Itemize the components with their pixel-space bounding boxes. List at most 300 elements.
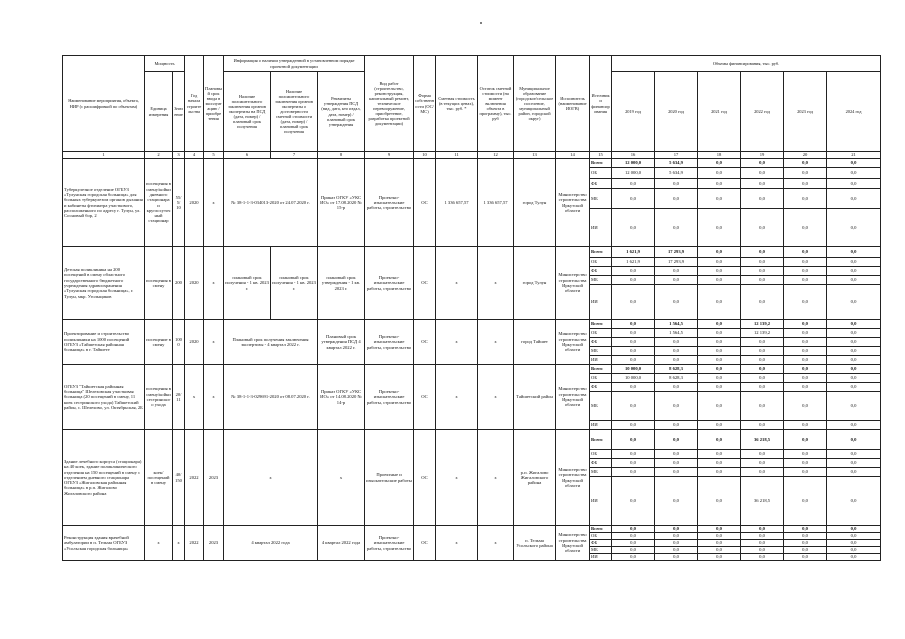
funding-source: ИИ bbox=[590, 356, 612, 365]
header-year-start: Год начала строительства bbox=[185, 56, 204, 152]
capacity-value: 55/ 5/ 10 bbox=[173, 159, 185, 247]
col-number: 13 bbox=[514, 152, 556, 159]
funding-2022: 36 218,5 bbox=[741, 477, 784, 526]
header-approval-details: Реквизиты утверждения ПСД (вид, дата, кто издал, дата, номер) / плановый срок утверждения bbox=[318, 72, 365, 152]
funding-2020: 0,0 bbox=[655, 459, 698, 468]
funding-2024: 0,0 bbox=[827, 533, 881, 540]
funding-2022: 0,0 bbox=[741, 347, 784, 356]
funding-2019: 0,0 bbox=[612, 477, 655, 526]
funding-2019: 0,0 bbox=[612, 547, 655, 554]
work-type: Проектно-изыскательские работы, строительство bbox=[365, 247, 414, 320]
funding-source: МБ bbox=[590, 189, 612, 209]
funding-source: Всего bbox=[590, 320, 612, 329]
work-type: Проектные и изыскательские работы bbox=[365, 430, 414, 526]
funding-2021: 0,0 bbox=[698, 374, 741, 383]
funding-2021: 0,0 bbox=[698, 189, 741, 209]
col-number: 17 bbox=[655, 152, 698, 159]
funding-2024: 0,0 bbox=[827, 526, 881, 533]
funding-2022: 0,0 bbox=[741, 179, 784, 189]
funding-2019: 0,0 bbox=[612, 338, 655, 347]
funding-source: ОБ bbox=[590, 258, 612, 267]
funding-2021: 0,0 bbox=[698, 338, 741, 347]
funding-2019: 0,0 bbox=[612, 421, 655, 430]
municipality: Тайшетский район bbox=[514, 365, 556, 430]
table-row bbox=[63, 159, 881, 168]
estimated-cost: x bbox=[436, 526, 478, 561]
funding-2022: 0,0 bbox=[741, 450, 784, 459]
funding-source: ОБ bbox=[590, 374, 612, 383]
funding-source: Всего bbox=[590, 159, 612, 168]
planned-year: 2023 bbox=[204, 526, 224, 561]
funding-source: ФБ bbox=[590, 338, 612, 347]
funding-2022: 12 139,2 bbox=[741, 320, 784, 329]
approval-details: x bbox=[318, 430, 365, 526]
funding-2020: 0,0 bbox=[655, 526, 698, 533]
funding-2024: 0,0 bbox=[827, 365, 881, 374]
funding-2023: 0,0 bbox=[784, 267, 827, 276]
object-name: Туберкулезное отделение ОГБУЗ «Тулунская городская больница» для больных туберкулезом органов дыхания и кабинеты фтизиатра участкового, расположенного по адресу г. Тулун, ул. Сосновый бор, 2 bbox=[63, 159, 145, 247]
capacity-unit: x bbox=[145, 526, 173, 561]
funding-2021: 0,0 bbox=[698, 365, 741, 374]
col-number: 11 bbox=[436, 152, 478, 159]
funding-2019: 0,0 bbox=[612, 383, 655, 392]
funding-2020: 0,0 bbox=[655, 338, 698, 347]
expertise-conclusion: плановый срок получения - 1 кв. 2023 г. bbox=[224, 247, 271, 320]
funding-2023: 0,0 bbox=[784, 159, 827, 168]
municipality: город Тулун bbox=[514, 247, 556, 320]
work-type: Проектно-изыскательские работы, строительство bbox=[365, 159, 414, 247]
funding-2020: 0,0 bbox=[655, 533, 698, 540]
header-year-2023: 2023 год bbox=[784, 72, 827, 152]
ownership: ОС bbox=[414, 320, 436, 365]
funding-2021: 0,0 bbox=[698, 526, 741, 533]
funding-2022: 12 139,2 bbox=[741, 329, 784, 338]
funding-2023: 0,0 bbox=[784, 189, 827, 209]
funding-2022: 0,0 bbox=[741, 285, 784, 320]
ownership: ОС bbox=[414, 159, 436, 247]
remaining-cost: x bbox=[478, 320, 514, 365]
col-number: 1 bbox=[63, 152, 145, 159]
funding-source: ИИ bbox=[590, 209, 612, 247]
funding-2024: 0,0 bbox=[827, 374, 881, 383]
funding-source: МБ bbox=[590, 347, 612, 356]
header-ownership: Форма собственности (ОС/МС) bbox=[414, 56, 436, 152]
funding-2021: 0,0 bbox=[698, 383, 741, 392]
funding-2021: 0,0 bbox=[698, 209, 741, 247]
funding-2023: 0,0 bbox=[784, 383, 827, 392]
funding-2022: 0,0 bbox=[741, 338, 784, 347]
year-start: 2020 bbox=[185, 320, 204, 365]
funding-2019: 0,0 bbox=[612, 540, 655, 547]
funding-2023: 0,0 bbox=[784, 392, 827, 421]
approval-details: плановый срок утверждения - 1 кв. 2023 г. bbox=[318, 247, 365, 320]
work-type: Проектно-изыскательские работы, строительство bbox=[365, 526, 414, 561]
col-number: 4 bbox=[185, 152, 204, 159]
remaining-cost: x bbox=[478, 365, 514, 430]
remaining-cost: 1 336 657,57 bbox=[478, 159, 514, 247]
funding-2019: 0,0 bbox=[612, 468, 655, 477]
funding-2020: 17 293,9 bbox=[655, 258, 698, 267]
capacity-unit: посещения в смену/койки дневного стационара и круглосуточный стационар bbox=[145, 159, 173, 247]
col-number: 19 bbox=[741, 152, 784, 159]
funding-2023: 0,0 bbox=[784, 421, 827, 430]
executor: Министерство строительства Иркутской области bbox=[556, 365, 590, 430]
capacity-value: 20/ 11 bbox=[173, 365, 185, 430]
funding-2023: 0,0 bbox=[784, 320, 827, 329]
header-pos-conclusion-cost: Наличие положительного заключения органов экспертизы о достоверности сметной стоимости (дата, номер) / плановый срок получения bbox=[271, 72, 318, 152]
funding-2022: 0,0 bbox=[741, 267, 784, 276]
ownership: ОС bbox=[414, 526, 436, 561]
year-start: 2022 bbox=[185, 526, 204, 561]
funding-2020: 0,0 bbox=[655, 540, 698, 547]
funding-2021: 0,0 bbox=[698, 179, 741, 189]
funding-source: МБ bbox=[590, 392, 612, 421]
funding-2024: 0,0 bbox=[827, 258, 881, 267]
estimated-cost: 1 336 657,57 bbox=[436, 159, 478, 247]
funding-source: ФБ bbox=[590, 459, 612, 468]
funding-2019: 10 000,0 bbox=[612, 365, 655, 374]
funding-2021: 0,0 bbox=[698, 320, 741, 329]
funding-2019: 0,0 bbox=[612, 267, 655, 276]
object-name: Здание лечебного корпуса (стационара) на 40 коек, здание поликлинического отделения на 150 посещений в смену с отделением дневного стационара ОГБУЗ «Жигаловская районная больница» в р.п. Жигалово Жигаловского района bbox=[63, 430, 145, 526]
municipality: р.п. Жигалово Жигаловского района bbox=[514, 430, 556, 526]
funding-2020: 0,0 bbox=[655, 356, 698, 365]
funding-2023: 0,0 bbox=[784, 356, 827, 365]
funding-2021: 0,0 bbox=[698, 276, 741, 285]
funding-2023: 0,0 bbox=[784, 247, 827, 258]
funding-2021: 0,0 bbox=[698, 533, 741, 540]
funding-2023: 0,0 bbox=[784, 526, 827, 533]
col-number: 3 bbox=[173, 152, 185, 159]
funding-2020: 0,0 bbox=[655, 421, 698, 430]
year-start: 2020 bbox=[185, 159, 204, 247]
funding-2020: 5 634,9 bbox=[655, 159, 698, 168]
capacity-value: 40/ 150 bbox=[173, 430, 185, 526]
capacity-value: x bbox=[173, 526, 185, 561]
header-pos-conclusion: Наличие положительного заключения органов экспертизы на ПСД (дата, номер) / плановый срок получения bbox=[224, 72, 271, 152]
funding-2023: 0,0 bbox=[784, 276, 827, 285]
funding-2019: 12 000,0 bbox=[612, 159, 655, 168]
approval-details: Приказ ОГКУ «УКС ИО» от 14.08.2020 № 14-р bbox=[318, 365, 365, 430]
table-row bbox=[63, 526, 881, 533]
work-type: Проектно-изыскательские работы, строительство bbox=[365, 365, 414, 430]
funding-2019: 0,0 bbox=[612, 329, 655, 338]
executor: Министерство строительства Иркутской области bbox=[556, 247, 590, 320]
object-name: ОГБУЗ "Тайшетская районная больница" Шелеховская участковая больница (20 посещений в смену, 11 коек сестринского ухода) Тайшетский район, с. Шелехово, ул. Октябрьская, 2Б bbox=[63, 365, 145, 430]
scan-speck bbox=[480, 22, 482, 24]
funding-2022: 0,0 bbox=[741, 392, 784, 421]
funding-2021: 0,0 bbox=[698, 540, 741, 547]
funding-2019: 0,0 bbox=[612, 356, 655, 365]
estimated-cost: x bbox=[436, 247, 478, 320]
funding-2021: 0,0 bbox=[698, 547, 741, 554]
funding-2023: 0,0 bbox=[784, 365, 827, 374]
funding-source: ФБ bbox=[590, 540, 612, 547]
funding-2023: 0,0 bbox=[784, 347, 827, 356]
funding-source: ИИ bbox=[590, 477, 612, 526]
funding-2021: 0,0 bbox=[698, 347, 741, 356]
funding-2022: 0,0 bbox=[741, 547, 784, 554]
funding-2023: 0,0 bbox=[784, 450, 827, 459]
funding-2021: 0,0 bbox=[698, 356, 741, 365]
funding-2024: 0,0 bbox=[827, 168, 881, 179]
funding-2024: 0,0 bbox=[827, 477, 881, 526]
funding-source: ИИ bbox=[590, 285, 612, 320]
funding-source: ОБ bbox=[590, 533, 612, 540]
funding-2019: 0,0 bbox=[612, 526, 655, 533]
expertise-conclusion: № 38-1-1-3-029691-2020 от 08.07.2020 г. bbox=[224, 365, 318, 430]
funding-2020: 5 634,9 bbox=[655, 168, 698, 179]
funding-2024: 0,0 bbox=[827, 468, 881, 477]
funding-2020: 17 293,9 bbox=[655, 247, 698, 258]
header-year-2019: 2019 год bbox=[612, 72, 655, 152]
funding-2024: 0,0 bbox=[827, 430, 881, 450]
funding-2021: 0,0 bbox=[698, 267, 741, 276]
funding-2024: 0,0 bbox=[827, 320, 881, 329]
funding-2019: 1 621,9 bbox=[612, 258, 655, 267]
funding-2023: 0,0 bbox=[784, 459, 827, 468]
funding-source: МБ bbox=[590, 547, 612, 554]
funding-2024: 0,0 bbox=[827, 459, 881, 468]
funding-2023: 0,0 bbox=[784, 285, 827, 320]
funding-2019: 0,0 bbox=[612, 450, 655, 459]
funding-2020: 0,0 bbox=[655, 267, 698, 276]
funding-2024: 0,0 bbox=[827, 267, 881, 276]
funding-source: ИИ bbox=[590, 421, 612, 430]
approval-details: Приказ ОГКУ «УКС ИО» от 17.08.2020 № 15-р bbox=[318, 159, 365, 247]
funding-2024: 0,0 bbox=[827, 338, 881, 347]
funding-source: МБ bbox=[590, 276, 612, 285]
funding-2021: 0,0 bbox=[698, 168, 741, 179]
funding-2023: 0,0 bbox=[784, 179, 827, 189]
capacity-unit: посещения в смену bbox=[145, 247, 173, 320]
capacity-unit: посещения в смену/койки сестринского ухода bbox=[145, 365, 173, 430]
funding-source: Всего bbox=[590, 430, 612, 450]
funding-2019: 0,0 bbox=[612, 430, 655, 450]
funding-2021: 0,0 bbox=[698, 392, 741, 421]
funding-2021: 0,0 bbox=[698, 430, 741, 450]
col-number: 5 bbox=[204, 152, 224, 159]
year-start: 2020 bbox=[185, 247, 204, 320]
funding-2021: 0,0 bbox=[698, 554, 741, 561]
planned-year: 2023 bbox=[204, 430, 224, 526]
funding-2022: 0,0 bbox=[741, 383, 784, 392]
funding-2019: 0,0 bbox=[612, 209, 655, 247]
col-number: 16 bbox=[612, 152, 655, 159]
funding-2024: 0,0 bbox=[827, 392, 881, 421]
funding-2020: 0,0 bbox=[655, 430, 698, 450]
funding-2020: 0,0 bbox=[655, 547, 698, 554]
funding-source: Всего bbox=[590, 365, 612, 374]
funding-2022: 0,0 bbox=[741, 533, 784, 540]
funding-2022: 0,0 bbox=[741, 421, 784, 430]
funding-2021: 0,0 bbox=[698, 468, 741, 477]
funding-2022: 0,0 bbox=[741, 276, 784, 285]
expertise-conclusion: № 38-1-1-3-034013-2020 от 24.07.2020 г. bbox=[224, 159, 318, 247]
funding-2020: 0,0 bbox=[655, 179, 698, 189]
funding-source: ИИ bbox=[590, 554, 612, 561]
funding-2022: 0,0 bbox=[741, 365, 784, 374]
municipality: город Тулун bbox=[514, 159, 556, 247]
funding-source: Всего bbox=[590, 247, 612, 258]
capacity-value: 1000 bbox=[173, 320, 185, 365]
funding-table bbox=[62, 55, 881, 561]
expertise-conclusion: x bbox=[224, 430, 318, 526]
table-row bbox=[63, 247, 881, 258]
header-executor: Исполнитель (наименование ИОГВ) bbox=[556, 56, 590, 152]
funding-2019: 0,0 bbox=[612, 347, 655, 356]
table-header bbox=[63, 56, 881, 159]
approval-details: 4 квартал 2022 года bbox=[318, 526, 365, 561]
executor: Министерство строительства Иркутской области bbox=[556, 526, 590, 561]
funding-2022: 0,0 bbox=[741, 459, 784, 468]
funding-source: ОБ bbox=[590, 450, 612, 459]
approval-details: Плановый срок утверждения ПСД 4 квартал 2022 г. bbox=[318, 320, 365, 365]
funding-2024: 0,0 bbox=[827, 329, 881, 338]
funding-2023: 0,0 bbox=[784, 209, 827, 247]
header-year-2022: 2022 год bbox=[741, 72, 784, 152]
planned-year: x bbox=[204, 365, 224, 430]
header-unit: Единица измерения bbox=[145, 72, 173, 152]
funding-2022: 0,0 bbox=[741, 526, 784, 533]
col-number: 7 bbox=[271, 152, 318, 159]
table-body bbox=[63, 159, 881, 561]
funding-2023: 0,0 bbox=[784, 477, 827, 526]
funding-2024: 0,0 bbox=[827, 159, 881, 168]
funding-2023: 0,0 bbox=[784, 430, 827, 450]
funding-2024: 0,0 bbox=[827, 347, 881, 356]
funding-source: ОБ bbox=[590, 329, 612, 338]
header-funding-source: Источники финансирования bbox=[590, 56, 612, 152]
estimated-cost: x bbox=[436, 320, 478, 365]
funding-2022: 0,0 bbox=[741, 468, 784, 477]
funding-2022: 36 218,5 bbox=[741, 430, 784, 450]
funding-2020: 0,0 bbox=[655, 347, 698, 356]
header-info-group: Информация о наличии утвержденной в установленном порядке проектной документации bbox=[224, 56, 365, 72]
funding-2022: 0,0 bbox=[741, 258, 784, 267]
ownership: ОС bbox=[414, 247, 436, 320]
work-type: Проектно-изыскательские работы, строительство bbox=[365, 320, 414, 365]
funding-source: ФБ bbox=[590, 267, 612, 276]
funding-2023: 0,0 bbox=[784, 374, 827, 383]
funding-2023: 0,0 bbox=[784, 554, 827, 561]
funding-2021: 0,0 bbox=[698, 247, 741, 258]
funding-2024: 0,0 bbox=[827, 547, 881, 554]
funding-2019: 0,0 bbox=[612, 179, 655, 189]
funding-2023: 0,0 bbox=[784, 168, 827, 179]
funding-2019: 0,0 bbox=[612, 189, 655, 209]
funding-2021: 0,0 bbox=[698, 285, 741, 320]
expertise-conclusion: 4 квартал 2022 года bbox=[224, 526, 318, 561]
funding-2024: 0,0 bbox=[827, 540, 881, 547]
col-number: 14 bbox=[556, 152, 590, 159]
funding-2021: 0,0 bbox=[698, 450, 741, 459]
table-row bbox=[63, 430, 881, 450]
funding-2019: 0,0 bbox=[612, 459, 655, 468]
col-number: 15 bbox=[590, 152, 612, 159]
funding-2021: 0,0 bbox=[698, 329, 741, 338]
funding-2019: 0,0 bbox=[612, 392, 655, 421]
funding-2022: 0,0 bbox=[741, 209, 784, 247]
funding-2024: 0,0 bbox=[827, 554, 881, 561]
object-name: Детская поликлиника на 200 посещений в смену областного государственного бюджетного учреждения здравоохранения «Тулунская городская больница», г. Тулун, мкр. Угольщиков bbox=[63, 247, 145, 320]
year-start: 2022 bbox=[185, 430, 204, 526]
header-work-type: Вид работ (строительство, реконструкция, капитальный ремонт, техническое перевооружение, приобретение, разработка проектной документации) bbox=[365, 56, 414, 152]
funding-2023: 0,0 bbox=[784, 547, 827, 554]
funding-2020: 0,0 bbox=[655, 392, 698, 421]
funding-2023: 0,0 bbox=[784, 468, 827, 477]
remaining-cost: x bbox=[478, 247, 514, 320]
column-number-row bbox=[63, 152, 881, 159]
col-number: 2 bbox=[145, 152, 173, 159]
executor: Министерство строительства Иркутской области bbox=[556, 159, 590, 247]
funding-2024: 0,0 bbox=[827, 383, 881, 392]
funding-2019: 1 621,9 bbox=[612, 247, 655, 258]
col-number: 12 bbox=[478, 152, 514, 159]
ownership: ОС bbox=[414, 430, 436, 526]
planned-year: x bbox=[204, 320, 224, 365]
funding-2019: 10 000,0 bbox=[612, 374, 655, 383]
funding-2020: 8 628,3 bbox=[655, 365, 698, 374]
header-estimated-cost: Сметная стоимость (в текущих ценах), тыс. руб. * bbox=[436, 56, 478, 152]
col-number: 18 bbox=[698, 152, 741, 159]
funding-2020: 0,0 bbox=[655, 477, 698, 526]
estimated-cost: x bbox=[436, 365, 478, 430]
funding-2020: 1 564,5 bbox=[655, 320, 698, 329]
year-start: x bbox=[185, 365, 204, 430]
col-number: 10 bbox=[414, 152, 436, 159]
funding-2020: 0,0 bbox=[655, 468, 698, 477]
header-funding-volume: Объемы финансирования, тыс. руб. bbox=[612, 56, 881, 72]
funding-2024: 0,0 bbox=[827, 276, 881, 285]
funding-2020: 1 564,5 bbox=[655, 329, 698, 338]
funding-2022: 0,0 bbox=[741, 189, 784, 209]
capacity-unit: коек/ посещений в смену bbox=[145, 430, 173, 526]
funding-2020: 0,0 bbox=[655, 276, 698, 285]
funding-2023: 0,0 bbox=[784, 338, 827, 347]
header-year-2021: 2021 год bbox=[698, 72, 741, 152]
funding-source: МБ bbox=[590, 468, 612, 477]
table-row bbox=[63, 365, 881, 374]
funding-2024: 0,0 bbox=[827, 285, 881, 320]
header-name: Наименование мероприятия, объекта, НИР (с расшифровкой по объектам) bbox=[63, 56, 145, 152]
municipality: п. Тельма Усольского района bbox=[514, 526, 556, 561]
funding-2021: 0,0 bbox=[698, 258, 741, 267]
funding-2020: 0,0 bbox=[655, 189, 698, 209]
remaining-cost: x bbox=[478, 526, 514, 561]
capacity-value: 200 bbox=[173, 247, 185, 320]
funding-2024: 0,0 bbox=[827, 450, 881, 459]
header-year-2024: 2024 год bbox=[827, 72, 881, 152]
funding-2020: 0,0 bbox=[655, 450, 698, 459]
funding-2023: 0,0 bbox=[784, 540, 827, 547]
funding-2020: 0,0 bbox=[655, 285, 698, 320]
col-number: 20 bbox=[784, 152, 827, 159]
funding-2019: 0,0 bbox=[612, 276, 655, 285]
funding-2020: 0,0 bbox=[655, 209, 698, 247]
funding-source: ОБ bbox=[590, 168, 612, 179]
funding-2019: 0,0 bbox=[612, 285, 655, 320]
funding-2023: 0,0 bbox=[784, 533, 827, 540]
funding-2021: 0,0 bbox=[698, 459, 741, 468]
funding-2019: 12 000,0 bbox=[612, 168, 655, 179]
funding-2024: 0,0 bbox=[827, 179, 881, 189]
funding-2022: 0,0 bbox=[741, 168, 784, 179]
funding-2022: 0,0 bbox=[741, 554, 784, 561]
funding-2022: 0,0 bbox=[741, 356, 784, 365]
funding-2019: 0,0 bbox=[612, 320, 655, 329]
funding-2024: 0,0 bbox=[827, 189, 881, 209]
